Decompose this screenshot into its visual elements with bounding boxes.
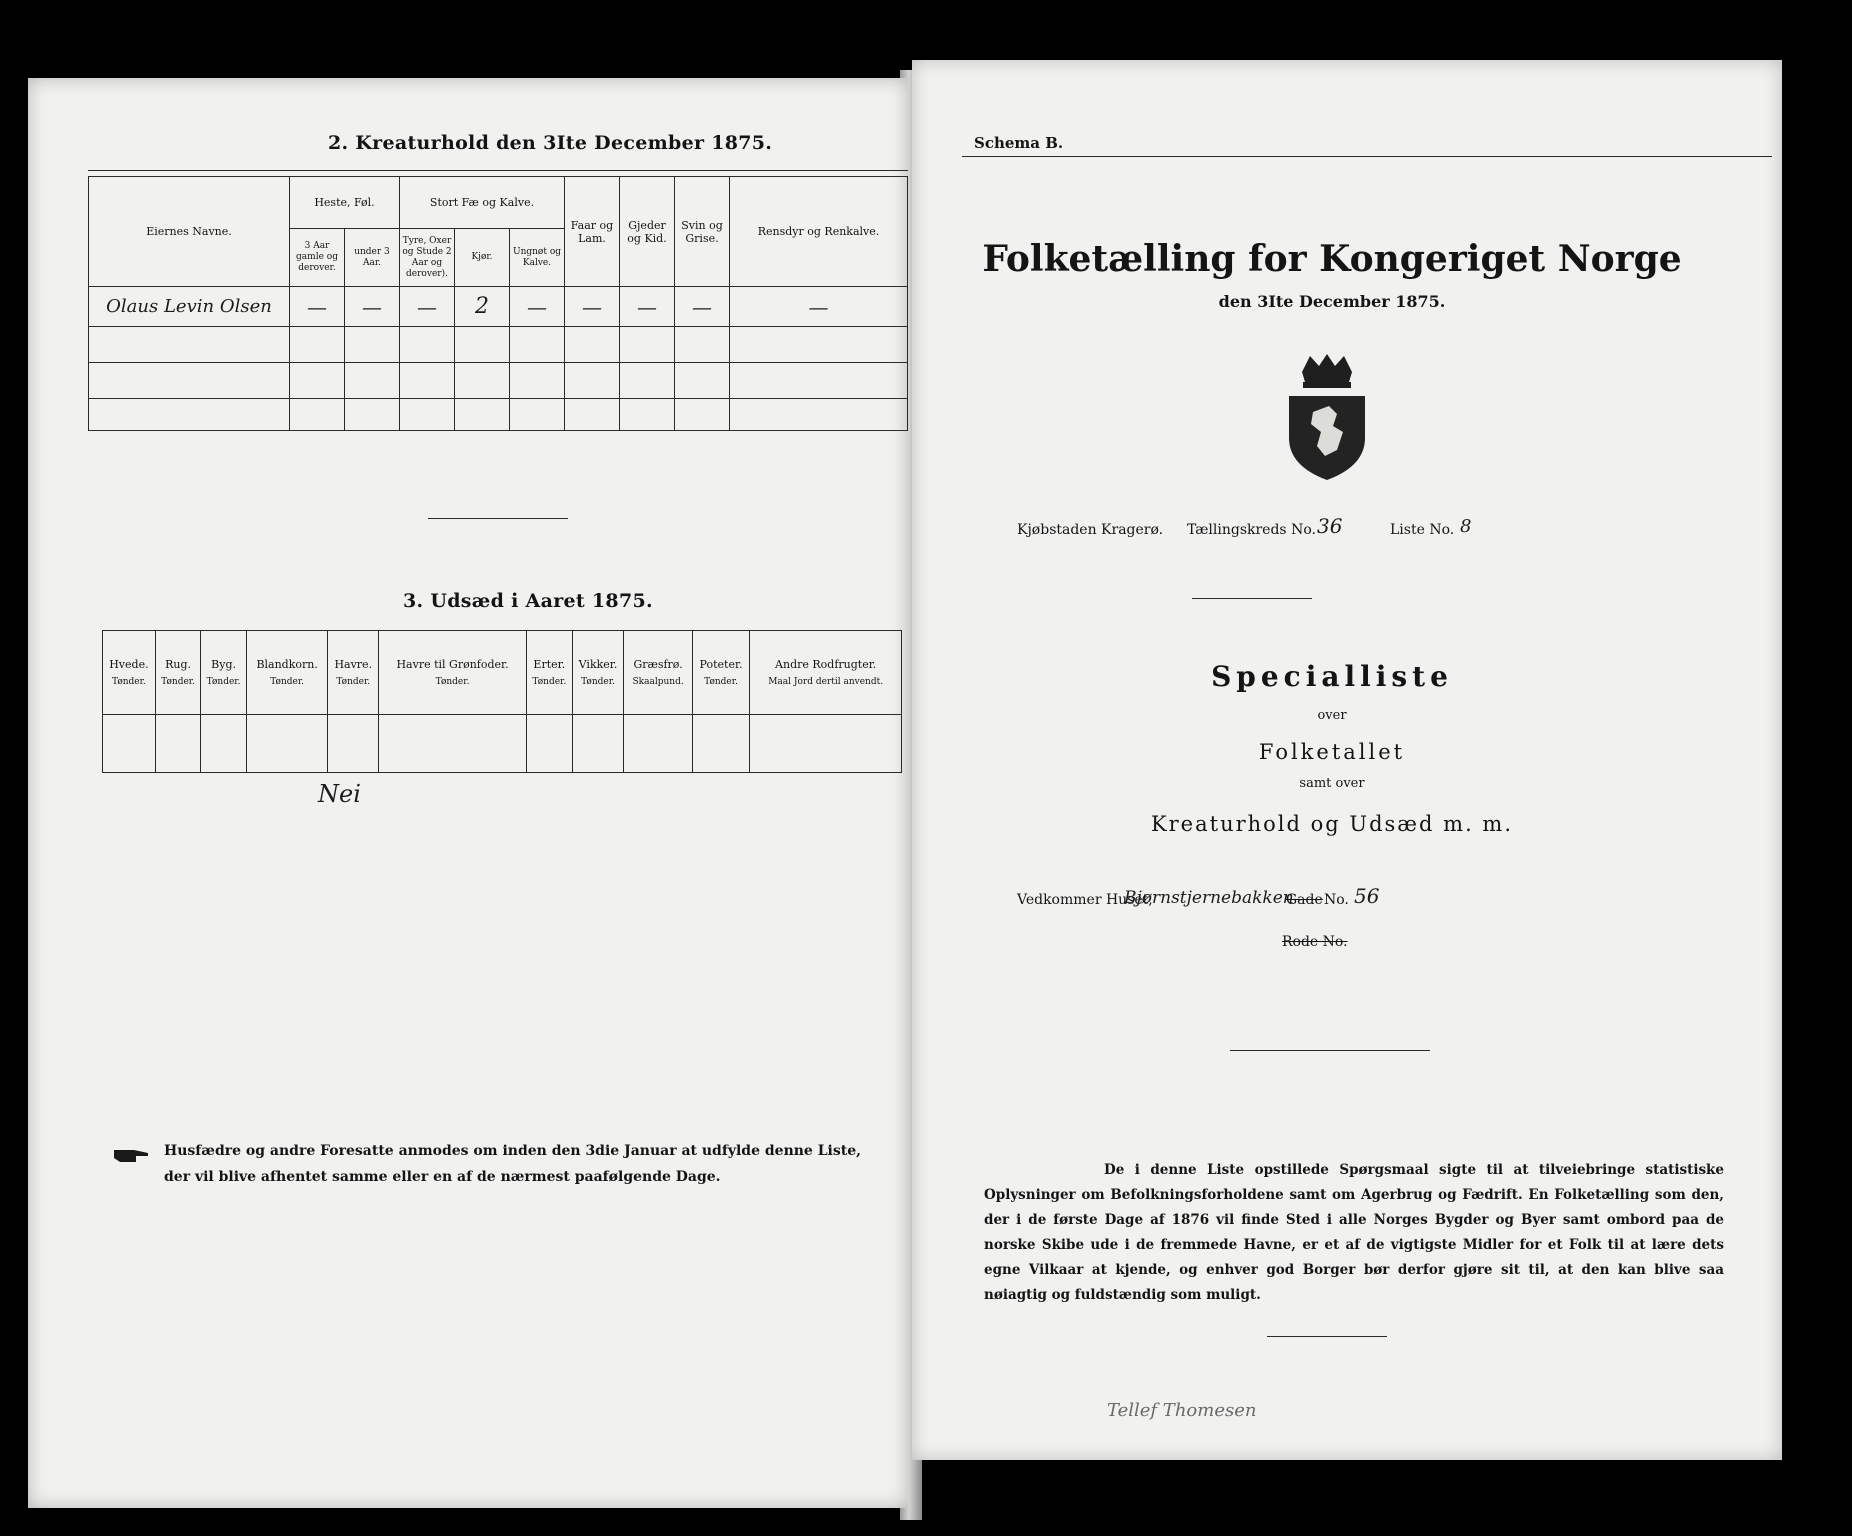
gade-label: Gade: [1286, 892, 1323, 908]
sheep-value: —: [565, 287, 620, 327]
seed-column-header: [328, 631, 379, 715]
list-label: Liste No.: [1390, 522, 1455, 538]
seed-cell: [750, 715, 902, 773]
short-rule: [1267, 1336, 1387, 1337]
schema-label: Schema B.: [974, 134, 1064, 152]
seed-column-unit: Tønder.: [336, 676, 371, 687]
horses-header: Heste, Føl.: [290, 177, 400, 229]
main-title: Folketælling for Kongeriget Norge: [982, 238, 1682, 280]
table-row: [89, 399, 908, 431]
table-row: [103, 715, 902, 773]
table-row: [89, 327, 908, 363]
folketallet-text: Folketallet: [1258, 740, 1406, 764]
seed-column-name: Rug.: [165, 657, 192, 671]
seed-column-header: [155, 631, 201, 715]
seed-column-name: Andre Rodfrugter.: [775, 657, 877, 671]
special-list-title: Specialliste: [1211, 660, 1453, 693]
table-row: [89, 363, 908, 399]
seed-column-unit: Skaalpund.: [632, 676, 684, 687]
seed-column-unit: Maal Jord dertil anvendt.: [768, 676, 884, 687]
kreaturhold-text: Kreaturhold og Udsæd m. m.: [1150, 812, 1514, 836]
section3-title: 3. Udsæd i Aaret 1875.: [403, 590, 653, 612]
reindeer-header: Rensdyr og Renkalve.: [730, 177, 908, 287]
seed-cell: [692, 715, 750, 773]
pigs-value: —: [675, 287, 730, 327]
district-number: 36: [1317, 514, 1343, 538]
seed-column-unit: Tønder.: [161, 676, 195, 687]
signature: Tellef Thomesen: [1107, 1400, 1257, 1421]
seed-column-header: [692, 631, 750, 715]
seed-column-unit: Tønder.: [581, 676, 615, 687]
horses-under3-header: under 3 Aar.: [345, 229, 400, 287]
seed-table: [102, 630, 902, 773]
house-label: Vedkommer Huset,: [1017, 892, 1153, 908]
seed-column-header: [527, 631, 573, 715]
seed-column-name: Erter.: [533, 657, 566, 671]
explanation-paragraph: De i denne Liste opstillede Spørgsmaal sigte til at tilveiebringe statistiske Oplysninger om Befolkningsforholdene samt om Agerbrug og Fædrift. En Folketælling som den, der i de første Dage af 1876 vil finde Sted i alle Norges Bygder og Byer samt ombord paa de norske Skibe ude i de fremmede Havne, er et af de vigtigste Midler for et Folk til at lære dets egne Vilkaar at kjende, og enhver god Borger bør derfor gjøre sit til, at den kan blive saa nøiagtig og fuldstændig som muligt.: [984, 1162, 1724, 1303]
horses-under3-value: —: [345, 287, 400, 327]
seed-column-header: [750, 631, 902, 715]
seed-column-unit: Tønder.: [270, 676, 305, 687]
seed-cell: [103, 715, 156, 773]
census-date: den 3Ite December 1875.: [1218, 292, 1446, 311]
goats-header: Gjeder og Kid.: [620, 177, 675, 287]
house-number-label: No.: [1324, 892, 1349, 908]
seed-column-unit: Tønder.: [435, 676, 470, 687]
seed-cell: [624, 715, 692, 773]
seed-column-header: [572, 631, 624, 715]
notice-text: Husfædre og andre Foresatte anmodes om inden den 3die Januar at udfylde denne Liste, der vil blive afhentet samme eller en af de nærmest paafølgende Dage.: [164, 1143, 861, 1185]
seed-column-unit: Tønder.: [112, 676, 146, 687]
short-rule: [428, 518, 568, 519]
house-number: 56: [1354, 884, 1380, 908]
seed-column-unit: Tønder.: [704, 676, 738, 687]
seed-column-header: [103, 631, 156, 715]
right-page: [912, 60, 1782, 1460]
short-rule: [1192, 598, 1312, 599]
owner-name: Olaus Levin Olsen: [89, 287, 290, 327]
seed-column-name: Græsfrø.: [633, 657, 683, 671]
seed-header-row: [103, 631, 902, 715]
seed-column-name: Havre til Grønfoder.: [396, 657, 509, 671]
table-row: [89, 287, 908, 327]
divider: [962, 156, 1772, 157]
samt-over-text: samt over: [1299, 776, 1365, 791]
sheep-header: Faar og Lam.: [565, 177, 620, 287]
livestock-table: [88, 176, 908, 431]
seed-column-name: Hvede.: [109, 657, 149, 671]
seed-cell: [155, 715, 201, 773]
seed-column-header: [379, 631, 527, 715]
seed-column-unit: Tønder.: [532, 676, 567, 687]
seed-column-name: Blandkorn.: [256, 657, 318, 671]
cattle-young-value: —: [510, 287, 565, 327]
seed-cell: [572, 715, 624, 773]
seed-column-header: [246, 631, 328, 715]
cattle-cows-value: 2: [455, 287, 510, 327]
seed-column-name: Vikker.: [578, 657, 618, 671]
cattle-bulls-value: —: [400, 287, 455, 327]
seed-cell: [379, 715, 527, 773]
cattle-cows-header: Kjør.: [455, 229, 510, 287]
seed-cell: [527, 715, 573, 773]
over-text: over: [1317, 708, 1347, 723]
town-label: Kjøbstaden Kragerø.: [1017, 522, 1164, 538]
pointing-hand-icon: [112, 1144, 152, 1166]
seed-cell: [201, 715, 247, 773]
divider: [88, 170, 908, 171]
left-page: [28, 78, 908, 1508]
goats-value: —: [620, 287, 675, 327]
seed-column-name: Havre.: [334, 657, 373, 671]
short-rule: [1230, 1050, 1430, 1051]
rode-label: Rode No.: [1282, 934, 1348, 950]
house-street: Bjørnstjernebakken: [1124, 888, 1294, 908]
seed-column-name: Poteter.: [699, 657, 743, 671]
section2-title: 2. Kreaturhold den 3Ite December 1875.: [328, 132, 773, 154]
cattle-young-header: Ungnøt og Kalve.: [510, 229, 565, 287]
seed-column-name: Byg.: [211, 657, 236, 671]
seed-note: Nei: [318, 780, 361, 808]
seed-column-unit: Tønder.: [206, 676, 241, 687]
reindeer-value: —: [730, 287, 908, 327]
horses-3plus-value: —: [290, 287, 345, 327]
list-number: 8: [1460, 516, 1472, 537]
seed-cell: [328, 715, 379, 773]
owner-header: Eiernes Navne.: [89, 177, 290, 287]
seed-column-header: [201, 631, 247, 715]
cattle-header: Stort Fæ og Kalve.: [400, 177, 565, 229]
coat-of-arms-icon: [1277, 352, 1377, 482]
district-label: Tællingskreds No.: [1187, 522, 1316, 538]
seed-column-header: [624, 631, 692, 715]
horses-3plus-header: 3 Aar gamle og derover.: [290, 229, 345, 287]
cattle-bulls-header: Tyre, Oxer og Stude 2 Aar og derover).: [400, 229, 455, 287]
pigs-header: Svin og Grise.: [675, 177, 730, 287]
seed-cell: [246, 715, 328, 773]
